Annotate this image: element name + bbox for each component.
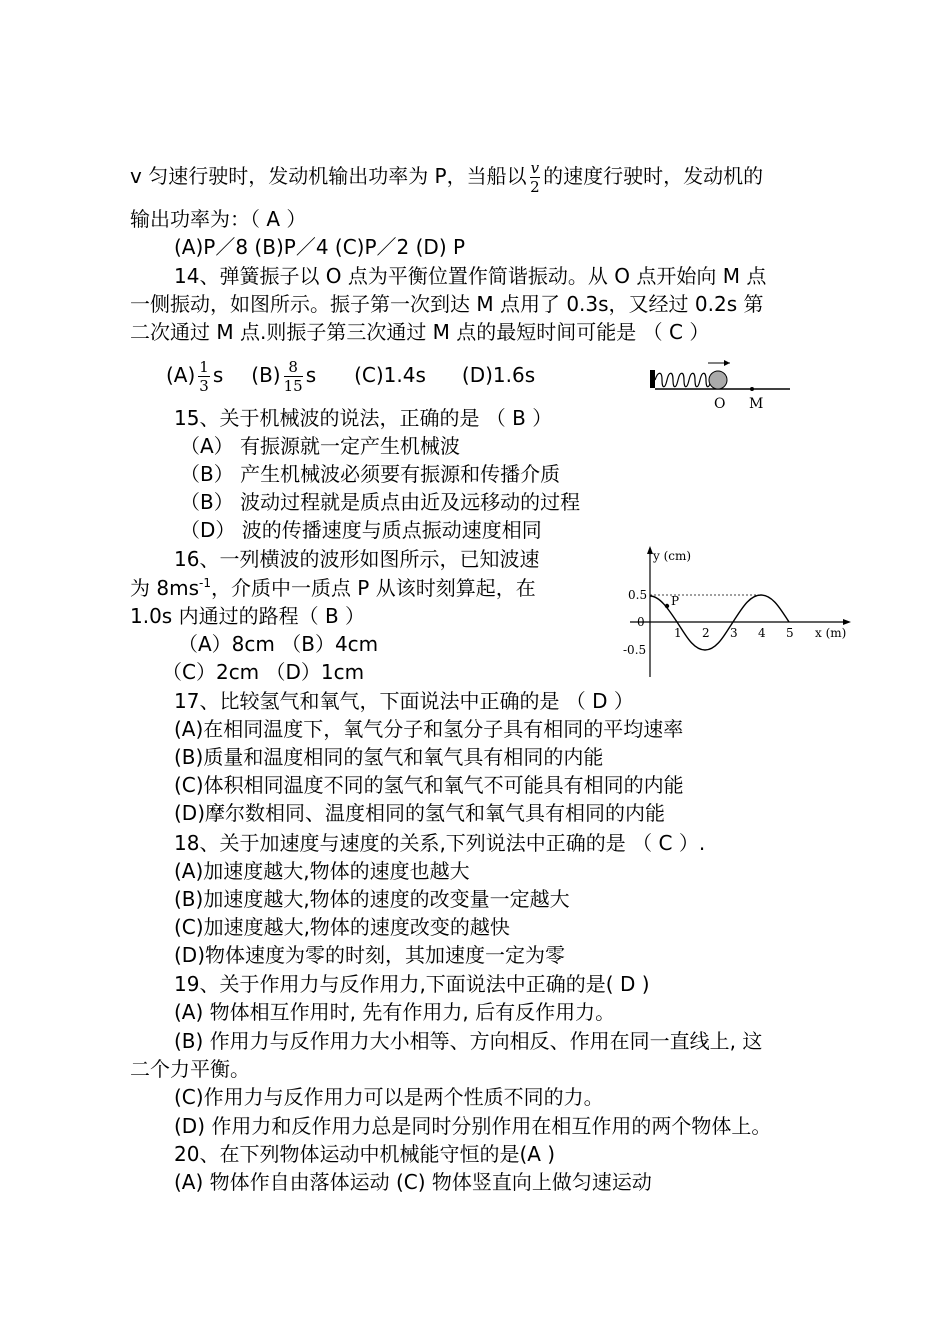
x-tick-2: 2 [702, 626, 710, 640]
y-tick-0: 0 [637, 615, 645, 629]
q13-frac-num: v [530, 159, 540, 177]
spring-oscillator-figure [648, 356, 798, 423]
q14-opt-b-num: 8 [284, 358, 303, 377]
q19-option-c: (C)作用力与反作用力可以是两个性质不同的力。 [174, 1085, 604, 1109]
q13-frac-den: 2 [530, 178, 540, 196]
oscillator-ball [709, 371, 727, 389]
q18-option-a: (A)加速度越大,物体的速度也越大 [174, 859, 470, 883]
spring-coil [655, 373, 711, 387]
q16-line2-pre: 为 8ms [130, 576, 199, 600]
y-axis-label: y (cm) [653, 549, 692, 563]
q14-options [166, 358, 535, 395]
x-axis-label: x (m) [815, 626, 847, 640]
q17-stem: 17、比较氢气和氧气，下面说法中正确的是 （ D ） [174, 689, 634, 713]
point-m-dot [750, 387, 754, 391]
wave-figure [615, 542, 855, 687]
q13-options: (A)P／8 (B)P／4 (C)P／2 (D) P [174, 235, 466, 259]
y-tick-0-5: 0.5 [628, 588, 648, 602]
q14-opt-a-den: 3 [199, 377, 209, 395]
q14-line3: 二次通过 M 点.则振子第三次通过 M 点的最短时间可能是 （ C ） [130, 320, 710, 344]
q14-opt-a-label: (A) [166, 363, 196, 387]
q15-option-3: （B） 波动过程就是质点由近及远移动的过程 [180, 490, 581, 514]
q19-option-a: (A) 物体相互作用时, 先有作用力, 后有反作用力。 [174, 1000, 616, 1024]
q14-opt-d: (D)1.6s [461, 363, 536, 387]
q16-line2-post: ，介质中一质点 P 从该时刻算起，在 [210, 576, 536, 600]
q20-stem: 20、在下列物体运动中机械能守恒的是(A ) [174, 1142, 556, 1166]
point-p-dot [665, 604, 669, 608]
fixed-wall [650, 370, 655, 388]
q16-line2 [130, 574, 536, 602]
q18-option-c: (C)加速度越大,物体的速度改变的越快 [174, 915, 510, 939]
q14-line1: 14、弹簧振子以 O 点为平衡位置作简谐振动。从 O 点开始向 M 点 [174, 264, 767, 288]
q13-line1 [130, 159, 763, 196]
x-tick-4: 4 [758, 626, 766, 640]
x-tick-1: 1 [674, 626, 682, 640]
q18-option-b: (B)加速度越大,物体的速度的改变量一定越大 [174, 887, 570, 911]
q14-opt-a-unit: s [212, 363, 224, 387]
q14-opt-b-fraction [284, 358, 303, 395]
q14-line2: 一侧振动，如图所示。振子第一次到达 M 点用了 0.3s，又经过 0.2s 第 [130, 292, 764, 316]
q16-line1: 16、一列横波的波形如图所示，已知波速 [174, 547, 540, 571]
q14-opt-a-fraction [198, 358, 210, 395]
q20-options-ac: (A) 物体作自由落体运动 (C) 物体竖直向上做匀速运动 [174, 1170, 652, 1194]
q17-option-d: (D)摩尔数相同、温度相同的氢气和氧气具有相同的内能 [174, 801, 666, 825]
q14-opt-b-den: 15 [283, 377, 303, 395]
q19-option-d: (D) 作用力和反作用力总是同时分别作用在相互作用的两个物体上。 [174, 1114, 772, 1138]
y-tick-neg-0-5: -0.5 [623, 643, 647, 657]
velocity-arrowhead [724, 360, 730, 366]
q16-line2-sup: -1 [198, 576, 211, 590]
x-tick-3: 3 [730, 626, 738, 640]
q13-line2: 输出功率为：（ A ） [130, 207, 307, 231]
q19-stem: 19、关于作用力与反作用力,下面说法中正确的是( D ) [174, 972, 650, 996]
q16-options-row1: （A）8cm （B）4cm [178, 632, 379, 656]
q14-opt-a-num: 1 [199, 358, 209, 376]
q14-opt-b-unit: s [305, 363, 317, 387]
q15-option-2: （B） 产生机械波必须要有振源和传播介质 [180, 462, 561, 486]
q15-option-4: （D） 波的传播速度与质点振动速度相同 [180, 518, 542, 542]
q15-option-1: （A） 有振源就一定产生机械波 [180, 434, 461, 458]
q19-option-b-line1: (B) 作用力与反作用力大小相等、方向相反、作用在同一直线上, 这 [174, 1029, 763, 1053]
x-axis-arrowhead [843, 619, 851, 625]
label-m: M [749, 396, 764, 412]
q13-line1-text-a: v 匀速行驶时，发动机输出功率为 P，当船以 [130, 164, 527, 188]
q14-opt-b-label: (B) [251, 363, 281, 387]
q13-fraction [530, 159, 540, 196]
q16-line3: 1.0s 内通过的路程（ B ） [130, 604, 366, 628]
q18-option-d: (D)物体速度为零的时刻，其加速度一定为零 [174, 943, 566, 967]
q17-option-c: (C)体积相同温度不同的氢气和氧气不可能具有相同的内能 [174, 773, 684, 797]
q19-option-b-line2: 二个力平衡。 [130, 1057, 250, 1081]
q15-stem: 15、关于机械波的说法，正确的是 （ B ） [174, 406, 553, 430]
q18-stem: 18、关于加速度与速度的关系,下列说法中正确的是 （ C ）. [174, 831, 706, 855]
q16-options-row2: （C）2cm （D）1cm [162, 660, 365, 684]
q14-opt-c: (C)1.4s [354, 363, 426, 387]
q17-option-a: (A)在相同温度下，氧气分子和氢分子具有相同的平均速率 [174, 717, 684, 741]
q17-option-b: (B)质量和温度相同的氢气和氧气具有相同的内能 [174, 745, 604, 769]
label-o: O [714, 396, 726, 412]
point-p-label: P [671, 594, 680, 608]
q13-line1-text-b: 的速度行驶时，发动机的 [543, 164, 764, 188]
x-tick-5: 5 [786, 626, 794, 640]
